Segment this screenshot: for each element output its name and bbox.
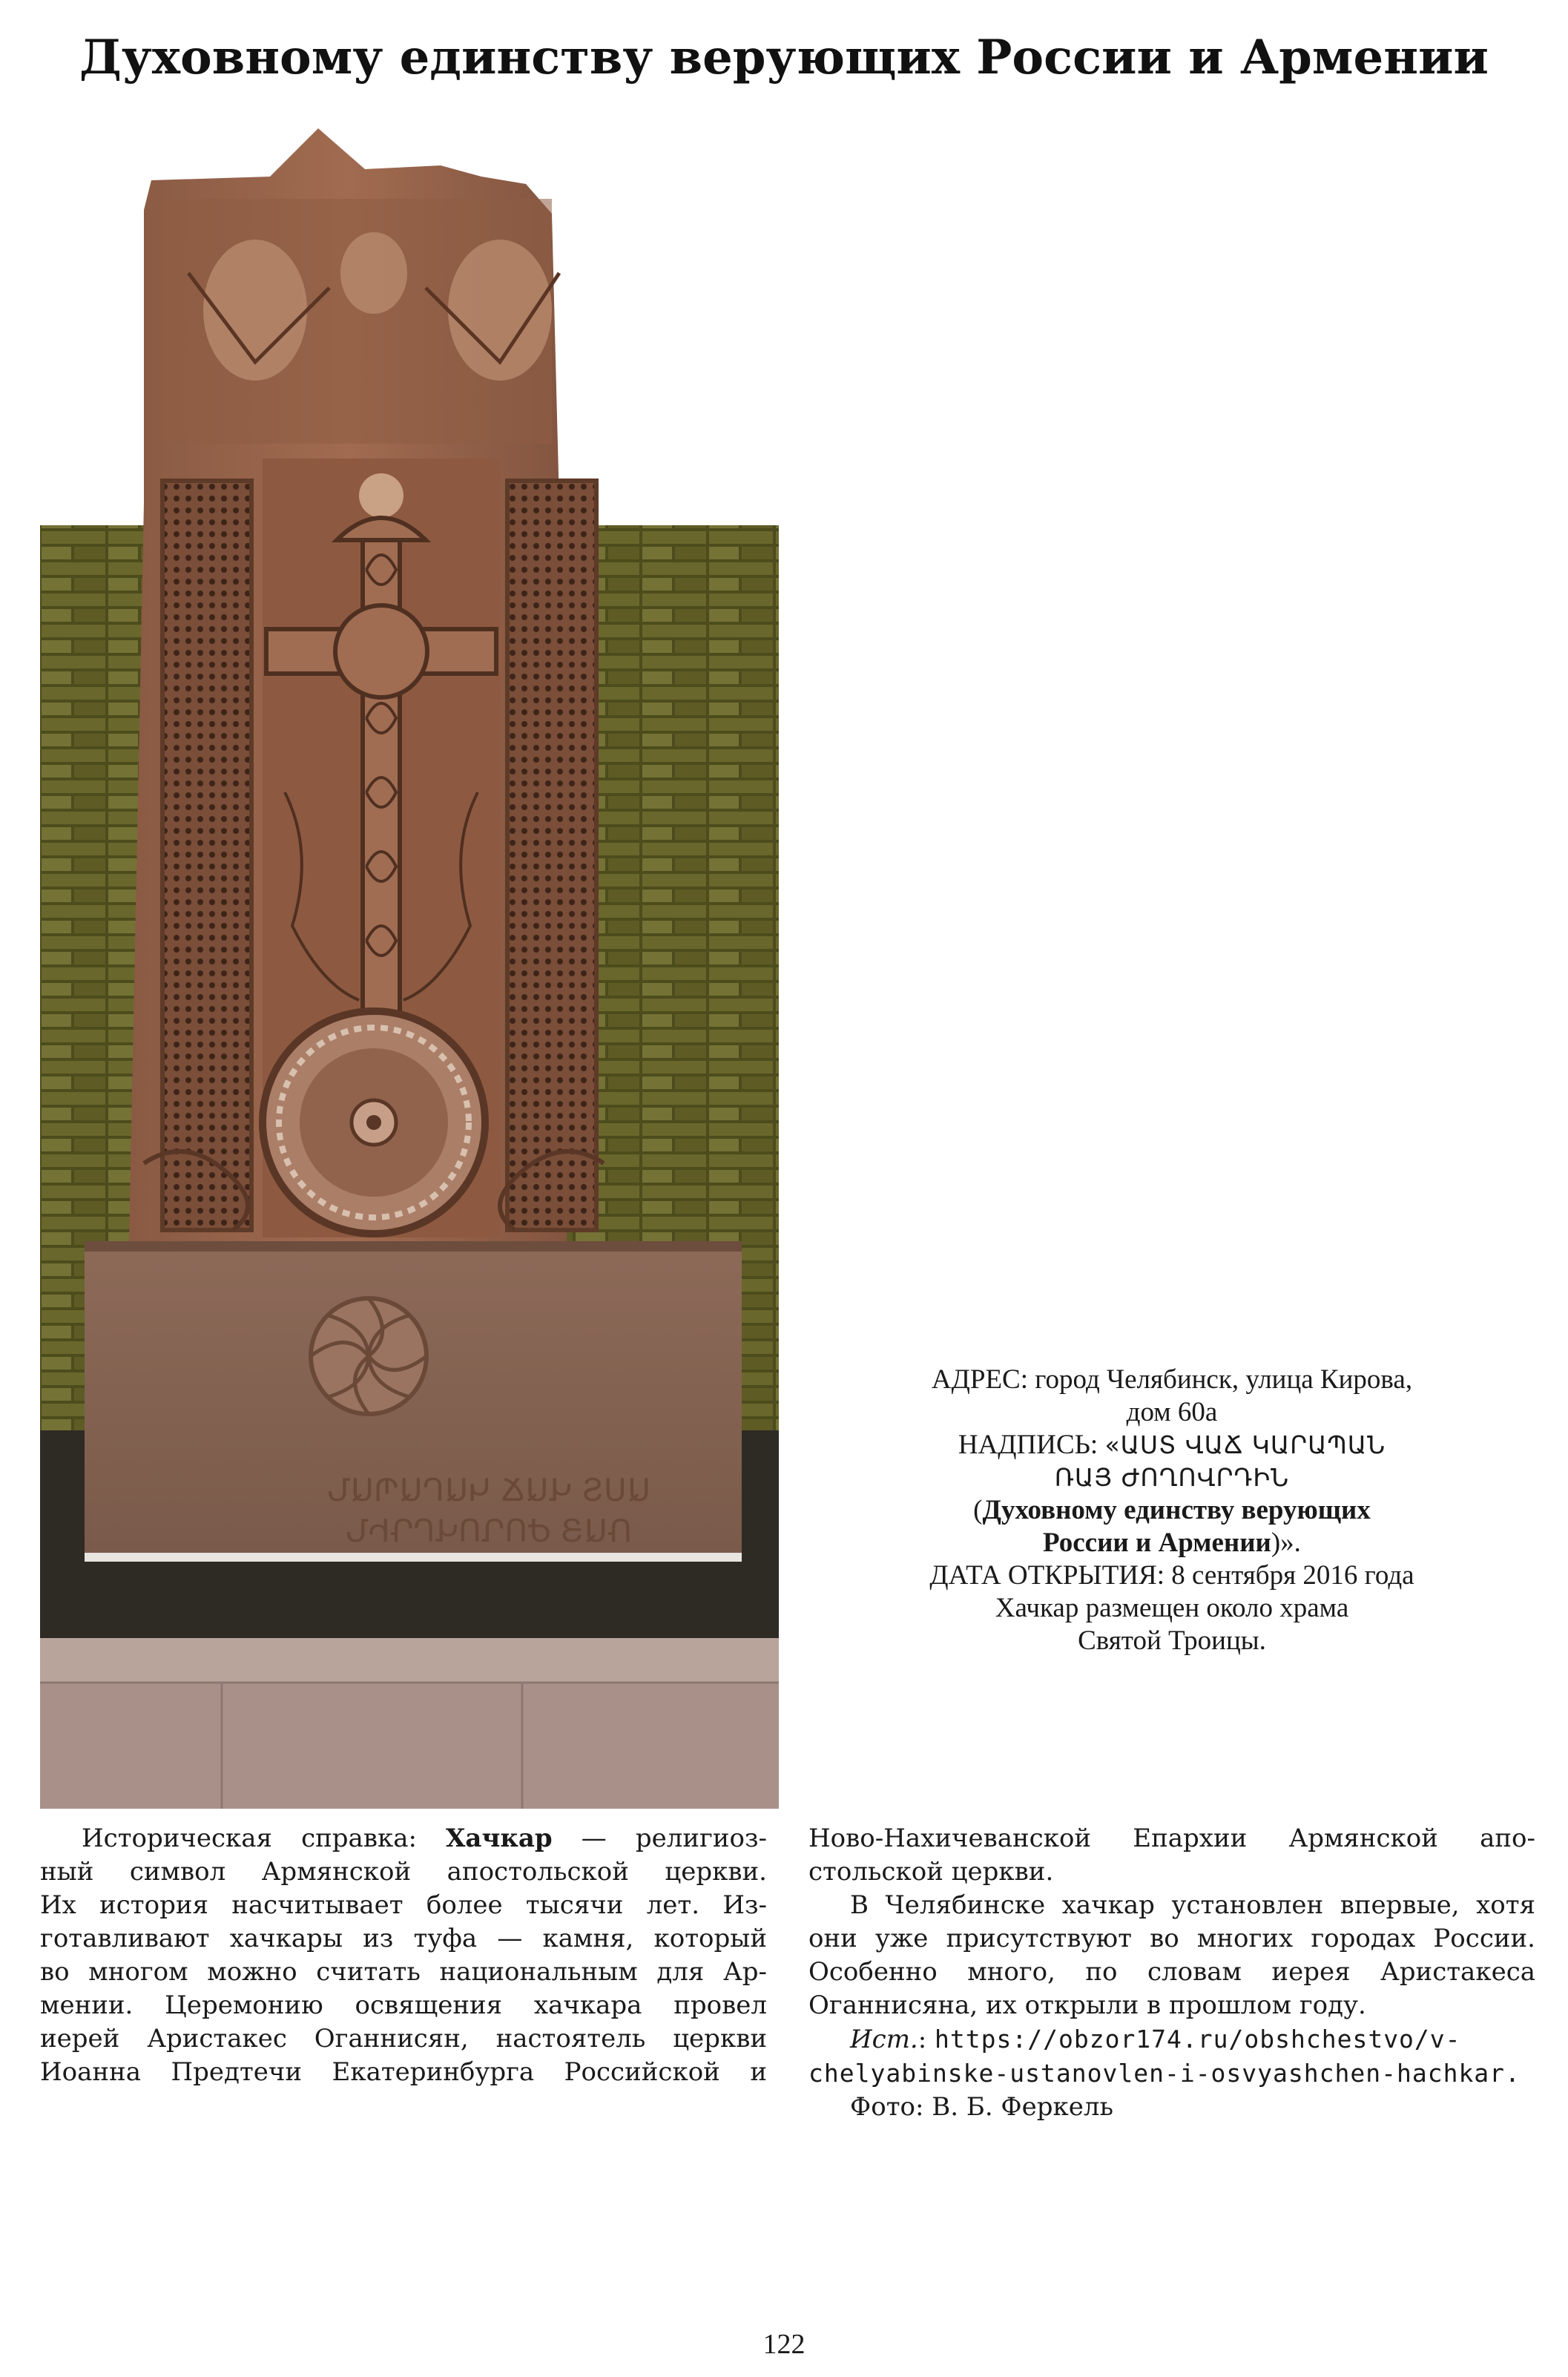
translation-close: )».: [1271, 1528, 1301, 1558]
caption-address-line-1: [808, 1364, 1535, 1396]
left-line-1: [40, 1822, 767, 1855]
left-line-3: Их история насчитывает более тысячи лет. Из-: [40, 1890, 767, 1920]
caption-address-line-2: дом 60а: [1126, 1397, 1218, 1427]
date-label: ДАТА ОТКРЫТИЯ:: [929, 1560, 1165, 1591]
page-title: Духовному единству верующих России и Армении: [79, 30, 1489, 85]
left-line-7: иерей Аристакес Оганнисян, настоятель церкви: [40, 2024, 767, 2054]
history-label: Историческая справка:: [82, 1824, 447, 1853]
khachkar-photo: [40, 125, 779, 1809]
translation-text-2: России и Армении: [1043, 1528, 1271, 1558]
source-url-1[interactable]: https://obzor174.ru/obshchestvo/v-: [935, 2025, 1461, 2054]
page-number: 122: [762, 2329, 806, 2360]
left-column: [40, 1822, 767, 2089]
khachkar-term: Хачкар: [446, 1824, 553, 1853]
right-line-1: Ново-Нахичеванской Епархии Армянской апо-: [808, 1824, 1535, 1853]
inscription-armenian-1: «ԱՍՏ ՎԱՃ ԿԱՐԱՊԱՆ: [1104, 1430, 1386, 1459]
left-line-2: ный символ Армянской апостольской церкви.: [40, 1857, 767, 1887]
source-url-2[interactable]: chelyabinske-ustanovlen-i-osvyashchen-hachkar.: [808, 2059, 1521, 2088]
right-line-5: Особенно много, по словам иерея Аристакеса: [808, 1957, 1535, 1987]
caption-note-line-1: Хачкар размещен около храма: [995, 1593, 1349, 1623]
right-line-3: В Челябинске хачкар установлен впервые, хотя: [850, 1890, 1535, 1920]
address-value: город Челябинск, улица Кирова,: [1035, 1364, 1413, 1395]
translation-open-paren: (: [973, 1495, 983, 1525]
left-line-4: готавливают хачкары из туфа — камня, который: [40, 1924, 767, 1953]
source-line-1: [808, 2022, 1535, 2057]
left-line-8: Иоанна Предтечи Екатеринбурга Российской и: [40, 2057, 767, 2087]
stone-inscription-line-1: ԱՍՏ ՎԱՃ ԿԱՐԱՊԱՆ: [327, 1472, 650, 1508]
left-line-1-rest: — религиоз-: [552, 1824, 767, 1853]
right-line-6: Оганнисяна, их открыли в прошлом году.: [808, 1990, 1366, 2020]
inscription-label: НАДПИСЬ:: [958, 1430, 1098, 1460]
address-label: АДРЕС:: [931, 1364, 1029, 1395]
caption-translation-line-2: [808, 1527, 1535, 1559]
photo-caption: [808, 1364, 1535, 1657]
source-sep: :: [918, 2025, 927, 2054]
right-line-2: стольской церкви.: [808, 1857, 1054, 1887]
caption-note-line-2: Святой Троицы.: [1078, 1625, 1266, 1656]
right-line-4: они уже присутствуют во многих городах России.: [808, 1924, 1535, 1953]
left-line-5: во многом можно считать национальным для Ар-: [40, 1957, 767, 1987]
left-line-6: мении. Церемонию освящения хачкара провел: [40, 1990, 767, 2020]
caption-inscription-line-1: [808, 1429, 1535, 1462]
right-column: [808, 1822, 1535, 2124]
caption-translation-line-1: [808, 1494, 1535, 1527]
date-value: 8 сентября 2016 года: [1171, 1560, 1414, 1591]
photo-credit: Фото: В. Б. Феркель: [850, 2092, 1114, 2122]
source-label: Ист.: [850, 2025, 918, 2054]
stone-inscription-line-2: ՌԱՅ ԺՈՂՈՎՐԴԻՆ: [345, 1513, 633, 1549]
caption-inscription-line-2: ՌԱՅ ԺՈՂՈՎՐԴԻՆ: [1054, 1463, 1290, 1492]
caption-date-line: [808, 1559, 1535, 1592]
source-line-2: [808, 2057, 1535, 2091]
translation-text-1: Духовному единству верующих: [982, 1495, 1371, 1525]
